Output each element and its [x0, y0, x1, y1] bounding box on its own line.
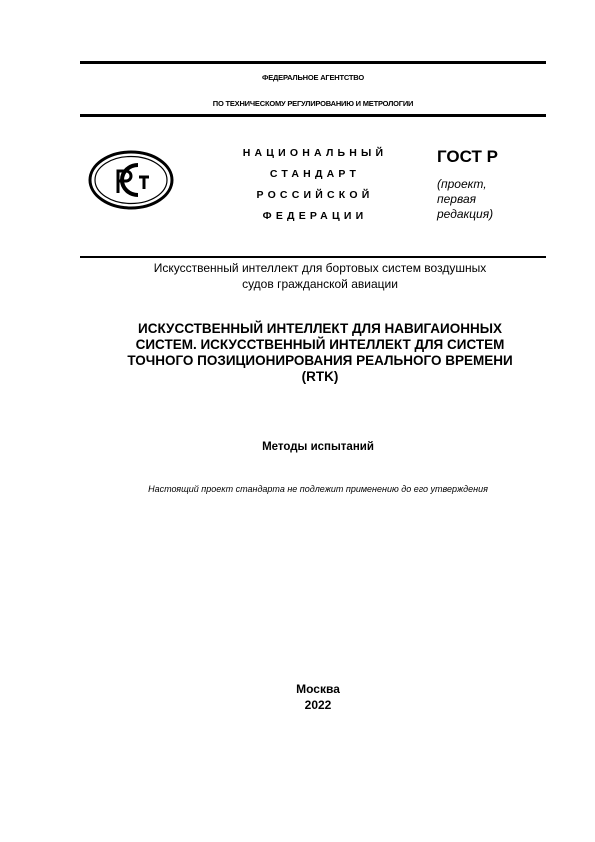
- standard-type-line-2: СТАНДАРТ: [269, 168, 361, 180]
- draft-status-line-1: (проект,: [437, 177, 487, 191]
- document-methods: Методы испытаний: [262, 441, 374, 453]
- document-title: [90, 321, 550, 385]
- agency-line-1: ФЕДЕРАЛЬНОЕ АГЕНТСТВО: [262, 73, 364, 82]
- standard-type-line-3: РОССИЙСКОЙ: [256, 189, 374, 201]
- title-line-3: ТОЧНОГО ПОЗИЦИОНИРОВАНИЯ РЕАЛЬНОГО ВРЕМЕНИ: [127, 353, 513, 368]
- title-line-2: СИСТЕМ. ИСКУССТВЕННЫЙ ИНТЕЛЛЕКТ ДЛЯ СИСТЕМ: [135, 337, 505, 352]
- title-line-4: (RTK): [301, 369, 339, 384]
- top-rule: [80, 61, 546, 64]
- subtitle-line-1: Искусственный интеллект для бортовых систем воздушных: [153, 261, 487, 275]
- separator-rule: [80, 256, 546, 258]
- document-subtitle: [90, 260, 550, 292]
- standard-designation: ГОСТ Р: [437, 147, 498, 166]
- publication-place: [80, 681, 556, 713]
- draft-status-line-2: первая: [437, 192, 477, 206]
- standard-type-line-4: ФЕДЕРАЦИИ: [262, 210, 368, 222]
- agency-line-2: ПО ТЕХНИЧЕСКОМУ РЕГУЛИРОВАНИЮ И МЕТРОЛОГИИ: [212, 99, 414, 108]
- header-rule: [80, 114, 546, 117]
- standard-type-line-1: НАЦИОНАЛЬНЫЙ: [242, 147, 388, 159]
- gost-logo-icon: [88, 149, 174, 211]
- subtitle-line-2: судов гражданской авиации: [242, 277, 398, 291]
- draft-status: [437, 177, 537, 222]
- draft-status-line-3: редакция): [437, 207, 494, 221]
- approval-disclaimer: Настоящий проект стандарта не подлежит применению до его утверждения: [148, 484, 488, 494]
- year: 2022: [304, 698, 332, 712]
- title-line-1: ИСКУССТВЕННЫЙ ИНТЕЛЛЕКТ ДЛЯ НАВИГАИОННЫХ: [138, 321, 502, 336]
- city: Москва: [296, 682, 340, 696]
